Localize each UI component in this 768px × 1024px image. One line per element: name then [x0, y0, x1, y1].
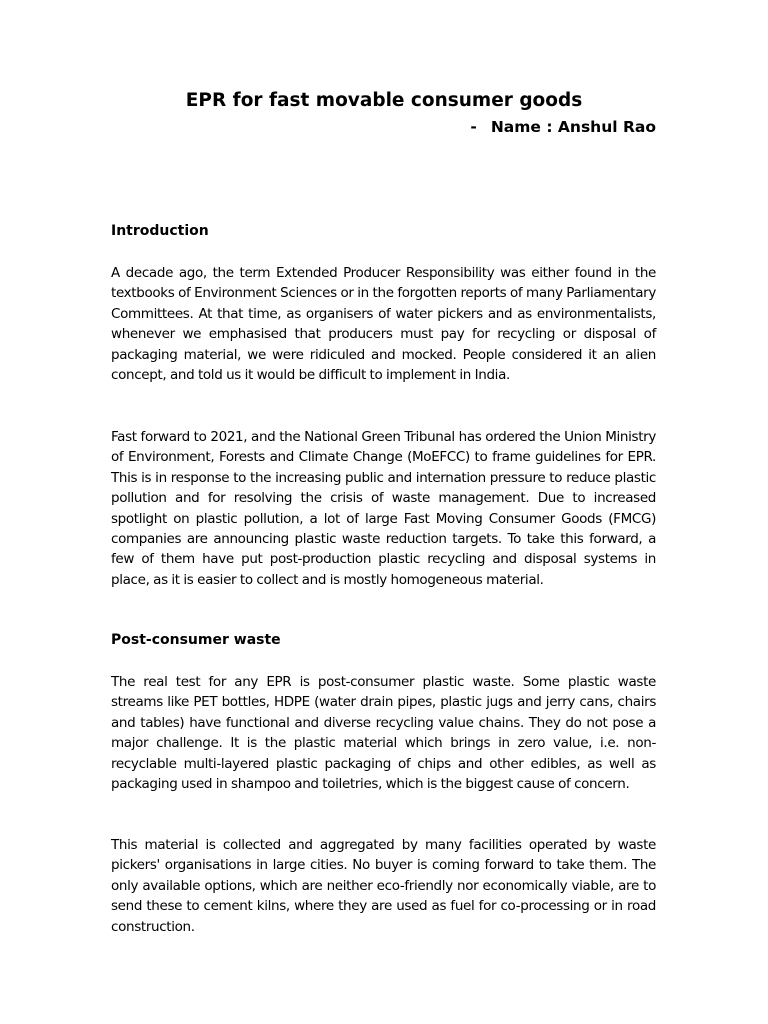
section-heading-introduction: Introduction — [111, 223, 209, 239]
document-title: EPR for fast movable consumer goods — [185, 90, 583, 111]
paragraph-post-consumer-1: The real test for any EPR is post-consumer plastic waste. Some plastic waste streams like PET bottles, HDPE (water drain pipes, plastic jugs and jerry cans, chairs and tables) have functional and diverse recycling value chains. They do not pose a major challenge. It is the plastic material which brings in zero value, i.e. non-recyclable multi-layered plastic packaging of chips and other edibles, as well as packaging used in shampoo and toiletries, which is the biggest cause of concern. — [111, 674, 656, 793]
paragraph-intro-2: Fast forward to 2021, and the National Green Tribunal has ordered the Union Ministry of Environment, Forests and Climate Change (MoEFCC) to frame guidelines for EPR. This is in response to the increasing public and internation pressure to reduce plastic pollution and for resolving the crisis of waste management. Due to increased spotlight on plastic pollution, a lot of large Fast Moving Consumer Goods (FMCG) companies are announcing plastic waste reduction targets. To take this forward, a few of them have put post-production plastic recycling and disposal systems in place, as it is easier to collect and is mostly homogeneous material. — [111, 429, 656, 588]
paragraph-post-consumer-2: This material is collected and aggregated by many facilities operated by waste pickers' organisations in large cities. No buyer is coming forward to take them. The only available options, which are neither eco-friendly nor economically viable, are to send these to cement kilns, where they are used as fuel for co-processing or in road construction. — [111, 837, 656, 935]
author-name: Name : Anshul Rao — [490, 118, 656, 136]
paragraph-intro-1: A decade ago, the term Extended Producer Responsibility was either found in the textbooks of Environment Sciences or in the forgotten reports of many Parliamentary Committees. At that time, as organisers of water pickers and as environmentalists, whenever we emphasised that producers must pay for recycling or disposal of packaging material, we were ridiculed and mocked. People considered it an alien concept, and told us it would be difficult to implement in India. — [111, 265, 656, 384]
author-dash: - — [470, 118, 477, 136]
section-heading-post-consumer-waste: Post-consumer waste — [111, 632, 281, 648]
author-line — [470, 116, 656, 138]
